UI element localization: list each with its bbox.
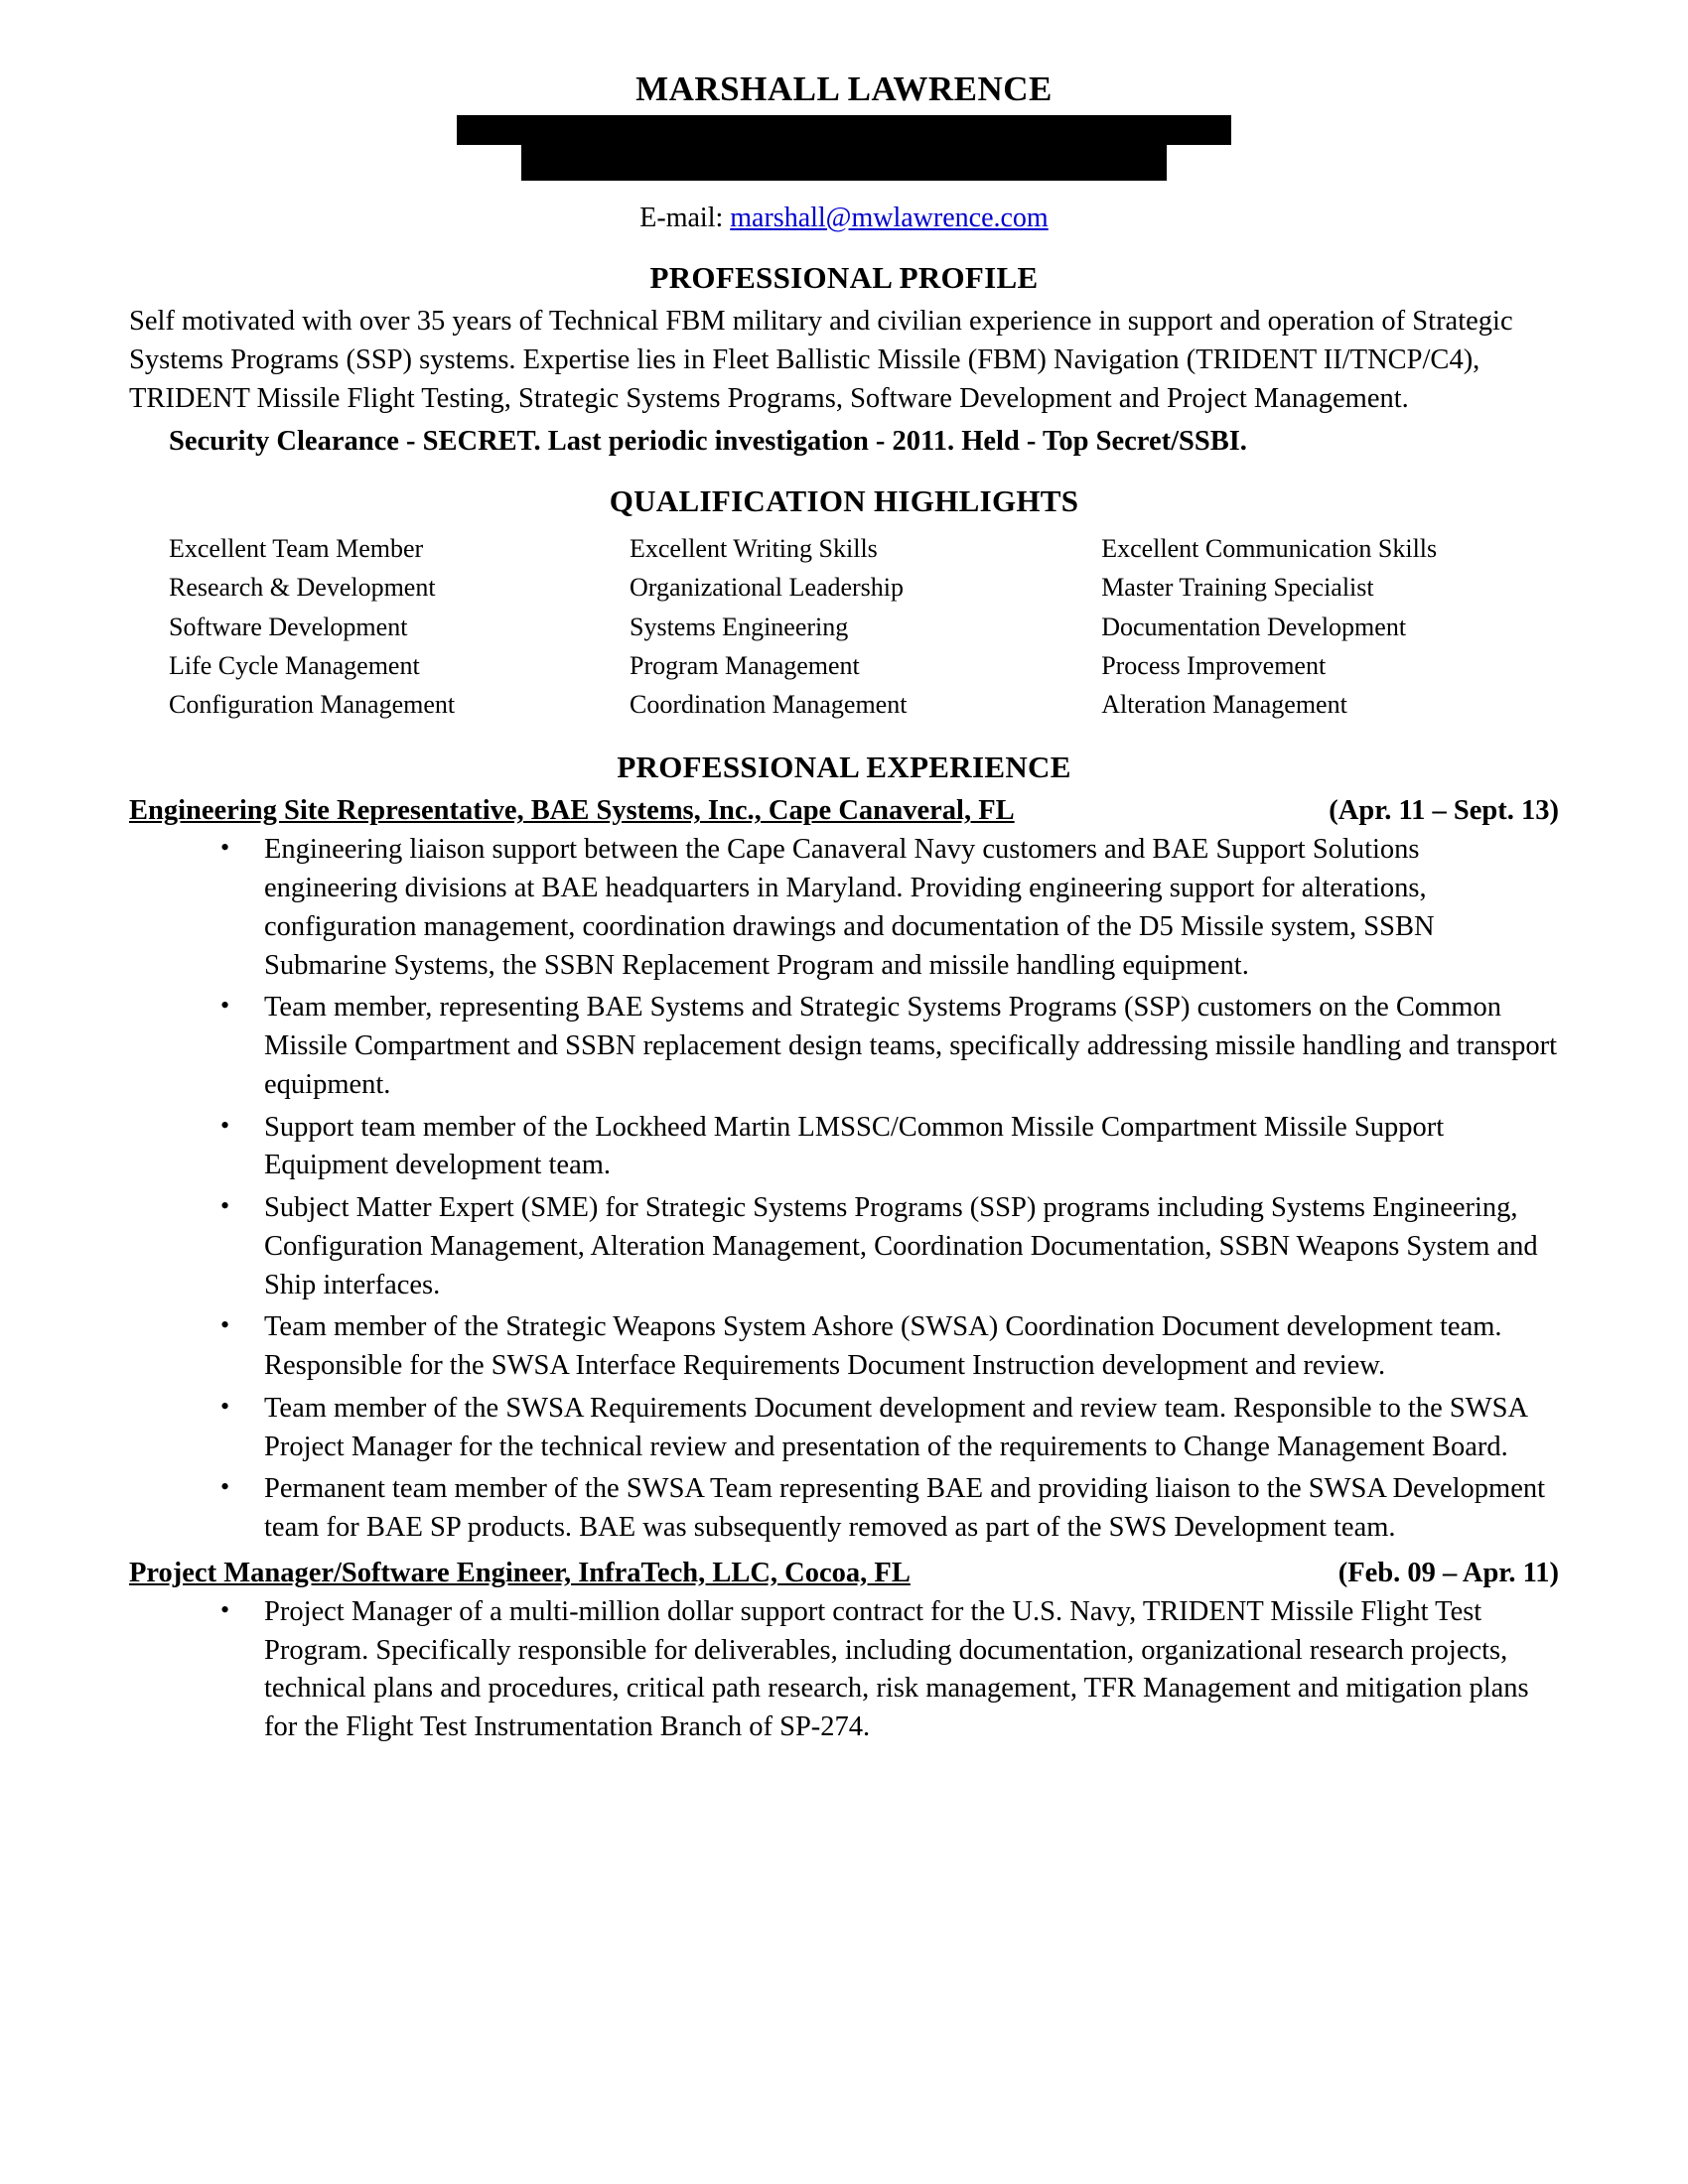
table-row	[129, 646, 1559, 685]
list-item: • Permanent team member of the SWSA Team representing BAE and providing liaison to the SWSA Development team for BAE SP products. BAE was subsequently removed as part of the SWS Development team.	[220, 1470, 1559, 1548]
qualification-item: Alteration Management	[1101, 690, 1347, 720]
email-line	[129, 203, 1559, 234]
job-dates: (Feb. 09 – Apr. 11)	[1337, 1557, 1559, 1588]
security-clearance-text: Security Clearance - SECRET. Last periodic investigation - 2011. Held - Top Secret/SSBI.	[169, 426, 1247, 458]
email-label: E-mail:	[639, 203, 731, 233]
job-header	[129, 1558, 1559, 1589]
job-title: Engineering Site Representative, BAE Systems, Inc., Cape Canaveral, FL	[129, 795, 1015, 827]
section-heading-professional-profile: PROFESSIONAL PROFILE	[649, 260, 1039, 295]
qualification-item: Excellent Writing Skills	[630, 534, 878, 564]
qualification-item: Excellent Communication Skills	[1101, 534, 1438, 564]
qualification-item: Configuration Management	[169, 690, 456, 720]
table-row	[129, 608, 1559, 646]
job-bullet-list	[129, 1593, 1559, 1747]
qualification-item: Life Cycle Management	[169, 650, 420, 680]
qualification-item: Software Development	[169, 612, 408, 641]
qualification-highlights-table	[129, 529, 1559, 724]
job-header	[129, 795, 1559, 827]
qualification-item: Coordination Management	[630, 690, 908, 720]
qualification-item: Program Management	[630, 650, 860, 680]
experience-entry-bae	[129, 795, 1559, 1548]
job-dates: (Apr. 11 – Sept. 13)	[1329, 795, 1559, 827]
page-title: MARSHALL LAWRENCE	[635, 69, 1053, 108]
qualification-item: Process Improvement	[1101, 650, 1327, 680]
list-item: • Subject Matter Expert (SME) for Strategic Systems Programs (SSP) programs including Systems Engineering, Configuration Management, Alteration Management, Coordination Documentation, SSBN Weapons System and Ship interfaces.	[220, 1189, 1559, 1304]
qualification-item: Research & Development	[169, 573, 436, 603]
job-bullet-list	[129, 831, 1559, 1548]
email-link[interactable]: marshall@mwlawrence.com	[730, 203, 1049, 233]
list-item: • Team member, representing BAE Systems and Strategic Systems Programs (SSP) customers on the Common Missile Compartment and SSBN replacement design teams, specifically addressing missile handling and transport equipment.	[220, 989, 1559, 1104]
section-heading-professional-experience: PROFESSIONAL EXPERIENCE	[617, 750, 1071, 785]
qualification-item: Documentation Development	[1101, 612, 1407, 641]
qualification-item: Systems Engineering	[630, 612, 849, 641]
table-row	[129, 529, 1559, 568]
table-row	[129, 685, 1559, 724]
experience-entry-infratech	[129, 1558, 1559, 1747]
table-row	[129, 568, 1559, 607]
qualification-item: Excellent Team Member	[169, 534, 424, 564]
redacted-address-line-1	[457, 115, 1231, 145]
qualification-item: Organizational Leadership	[630, 573, 905, 603]
qualification-item: Master Training Specialist	[1101, 573, 1374, 603]
section-heading-qualification-highlights: QUALIFICATION HIGHLIGHTS	[609, 483, 1079, 519]
job-title: Project Manager/Software Engineer, InfraTech, LLC, Cocoa, FL	[129, 1557, 911, 1588]
list-item: • Support team member of the Lockheed Martin LMSSC/Common Missile Compartment Missile Support Equipment development team.	[220, 1109, 1559, 1186]
professional-profile-text: Self motivated with over 35 years of Technical FBM military and civilian experience in support and operation of Strategic Systems Programs (SSP) systems. Expertise lies in Fleet Ballistic Missile (FBM) Navigation (TRIDENT II/TNCP/C4), TRIDENT Missile Flight Testing, Strategic Systems Programs, Software Development and Project Management.	[129, 306, 1513, 415]
list-item: • Engineering liaison support between the Cape Canaveral Navy customers and BAE Support Solutions engineering divisions at BAE headquarters in Maryland. Providing engineering support for alterations, configuration management, coordination drawings and documentation of the D5 Missile system, SSBN Submarine Systems, the SSBN Replacement Program and missile handling equipment.	[220, 831, 1559, 985]
redacted-address-line-2	[521, 145, 1167, 181]
list-item: • Team member of the Strategic Weapons System Ashore (SWSA) Coordination Document development team. Responsible for the SWSA Interface Requirements Document Instruction development and review.	[220, 1308, 1559, 1386]
list-item: • Team member of the SWSA Requirements Document development and review team. Responsible to the SWSA Project Manager for the technical review and presentation of the requirements to Change Management Board.	[220, 1390, 1559, 1467]
list-item: • Project Manager of a multi-million dollar support contract for the U.S. Navy, TRIDENT Missile Flight Test Program. Specifically responsible for deliverables, including documentation, organizational research projects, technical plans and procedures, critical path research, risk management, TFR Management and mitigation plans for the Flight Test Instrumentation Branch of SP-274.	[220, 1593, 1559, 1747]
